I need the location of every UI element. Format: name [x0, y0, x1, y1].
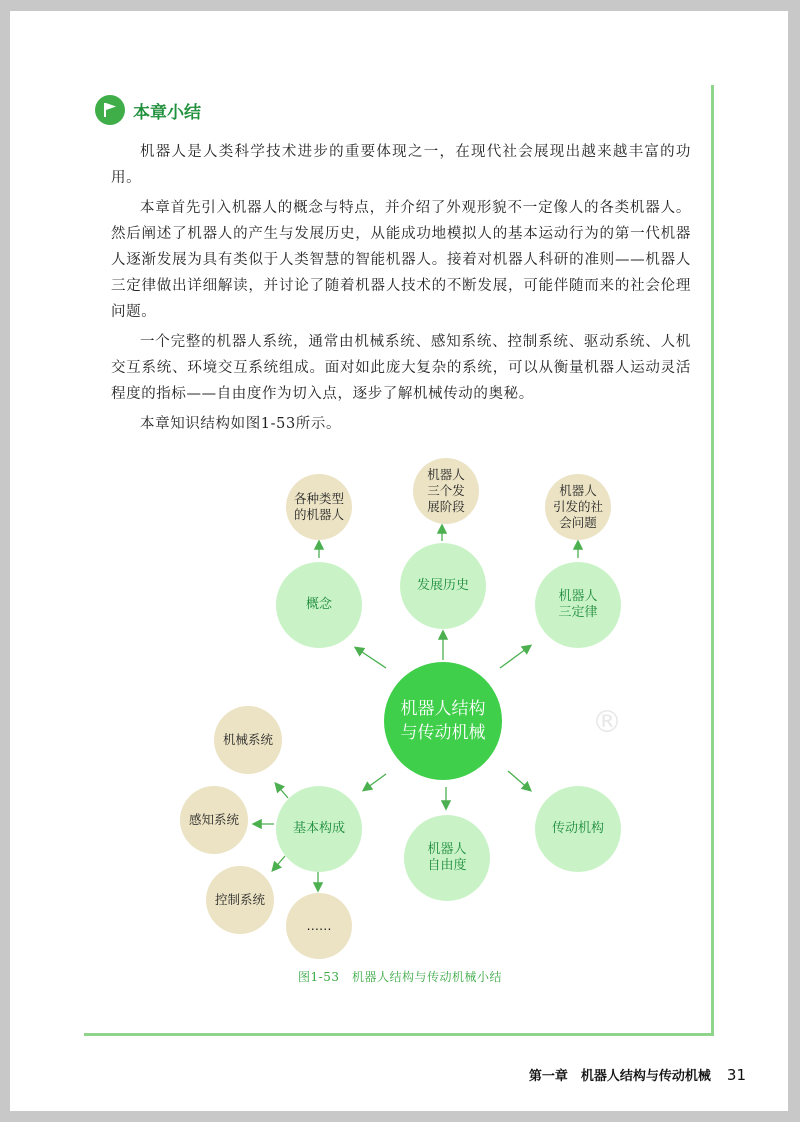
paragraph: 一个完整的机器人系统，通常由机械系统、感知系统、控制系统、驱动系统、人机交互系统、环境交互系统组成。面对如此庞大复杂的系统，可以从衡量机器人运动灵活程度的指标——自由度作为切入点，逐步了解机械传动的奥秘。 — [111, 334, 691, 402]
summary-body — [111, 139, 691, 437]
paragraph: 本章首先引入机器人的概念与特点，并介绍了外观形貌不一定像人的各类机器人。然后阐述了机器人的产生与发展历史，从能成功地模拟人的基本运动行为的第一代机器人逐渐发展为具有类似于人类智慧的智能机器人。接着对机器人科研的准则——机器人三定律做出详细解读，并讨论了随着机器人技术的不断发展，可能伴随而来的社会伦理问题。 — [111, 200, 691, 320]
node-ellipsis: …… — [286, 893, 352, 959]
node-mechanical-system: 机械系统 — [214, 706, 282, 774]
node-center: 机器人结构 与传动机械 — [384, 662, 502, 780]
paragraph: 本章知识结构如图1-53所示。 — [140, 416, 342, 432]
chapter-label: 第一章 机器人结构与传动机械 — [528, 1069, 711, 1084]
node-social-issues: 机器人 引发的社 会问题 — [545, 474, 611, 540]
node-control-system: 控制系统 — [206, 866, 274, 934]
node-basic-structure: 基本构成 — [276, 786, 362, 872]
node-history: 发展历史 — [400, 543, 486, 629]
node-three-laws: 机器人 三定律 — [535, 562, 621, 648]
watermark-registered: ® — [592, 705, 622, 740]
flag-icon — [95, 95, 125, 125]
figure-caption: 图1-53 机器人结构与传动机械小结 — [298, 970, 502, 984]
node-robot-types: 各种类型 的机器人 — [286, 474, 352, 540]
section-heading — [95, 94, 201, 126]
node-three-stages: 机器人 三个发 展阶段 — [413, 458, 479, 524]
node-dof: 机器人 自由度 — [404, 815, 490, 901]
page-number: 31 — [726, 1066, 746, 1084]
paragraph: 机器人是人类科学技术进步的重要体现之一，在现代社会展现出越来越丰富的功用。 — [111, 144, 691, 186]
page-footer — [529, 1065, 746, 1084]
node-concept: 概念 — [276, 562, 362, 648]
section-title: 本章小结 — [133, 102, 201, 123]
node-transmission: 传动机构 — [535, 786, 621, 872]
node-sensing-system: 感知系统 — [180, 786, 248, 854]
